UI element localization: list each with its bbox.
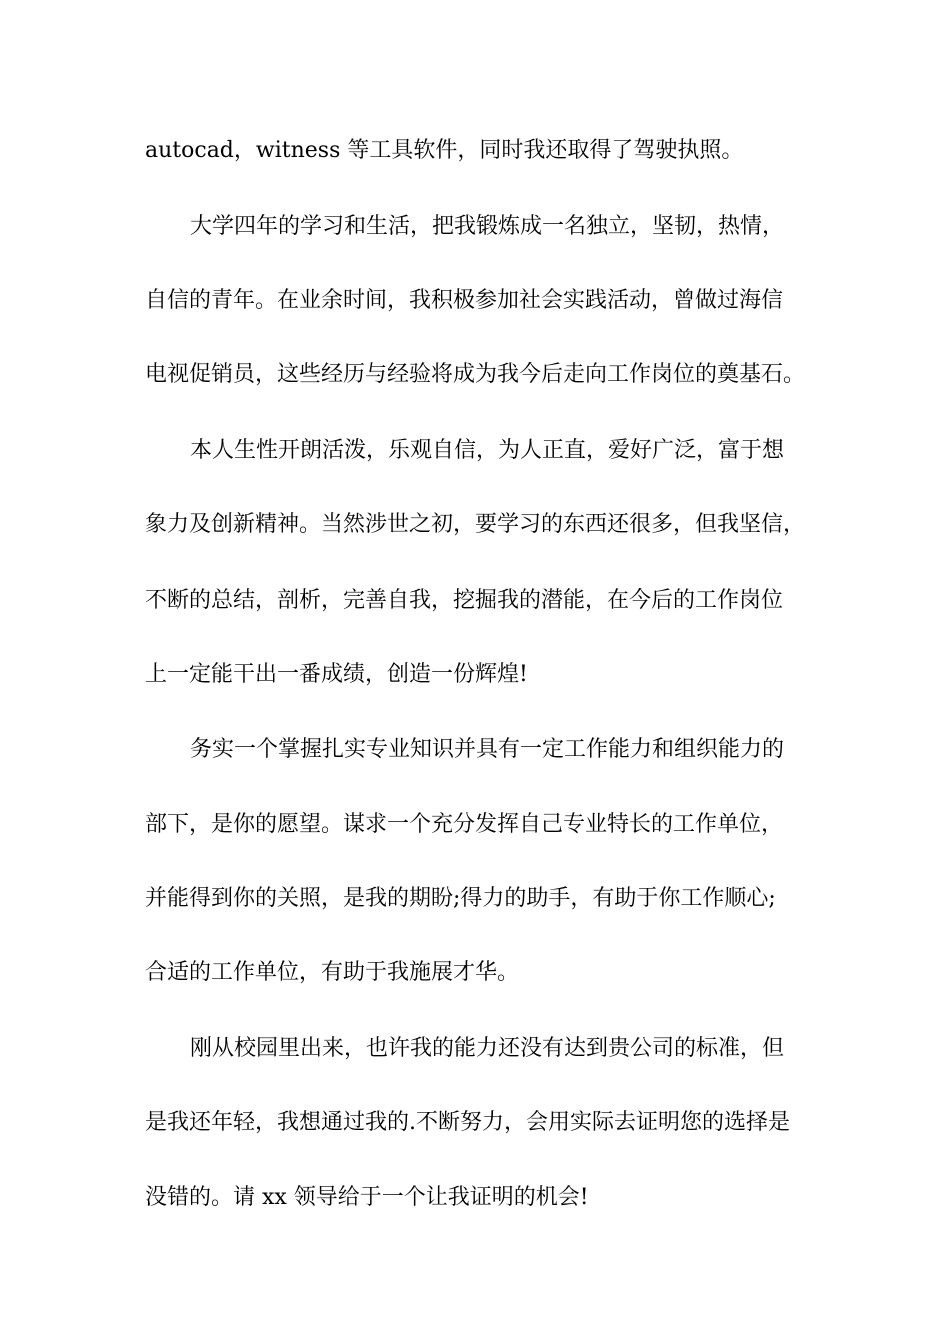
text-line: 自信的青年。在业余时间，我积极参加社会实践活动，曾做过海信 — [145, 288, 784, 313]
text-line: 部下，是你的愿望。谋求一个充分发挥自己专业特长的工作单位， — [145, 812, 784, 837]
text-line: 合适的工作单位，有助于我施展才华。 — [145, 960, 520, 985]
paragraph-first-line: 刚从校园里出来，也许我的能力还没有达到贵公司的标准，但 — [190, 1036, 785, 1061]
paragraph-first-line: 务实一个掌握扎实专业知识并具有一定工作能力和组织能力的 — [190, 737, 785, 762]
text-line: 不断的总结，剖析，完善自我，挖掘我的潜能，在今后的工作岗位 — [145, 588, 784, 613]
paragraph-first-line: 本人生性开朗活泼，乐观自信，为人正直，爱好广泛，富于想 — [190, 438, 785, 463]
text-line: 上一定能干出一番成绩，创造一份辉煌! — [145, 662, 528, 687]
text-line: 并能得到你的关照，是我的期盼;得力的助手，有助于你工作顺心; — [145, 886, 776, 911]
text-line: 象力及创新精神。当然涉世之初，要学习的东西还很多，但我坚信， — [145, 512, 806, 537]
text-line: 是我还年轻，我想通过我的.不断努力，会用实际去证明您的选择是 — [145, 1110, 790, 1135]
text-line: autocad，witness 等工具软件，同时我还取得了驾驶执照。 — [145, 138, 744, 163]
text-line: 电视促销员，这些经历与经验将成为我今后走向工作岗位的奠基石。 — [145, 362, 806, 387]
text-line: 没错的。请 xx 领导给于一个让我证明的机会! — [145, 1185, 589, 1210]
paragraph-first-line: 大学四年的学习和生活，把我锻炼成一名独立，坚韧，热情， — [190, 214, 785, 239]
